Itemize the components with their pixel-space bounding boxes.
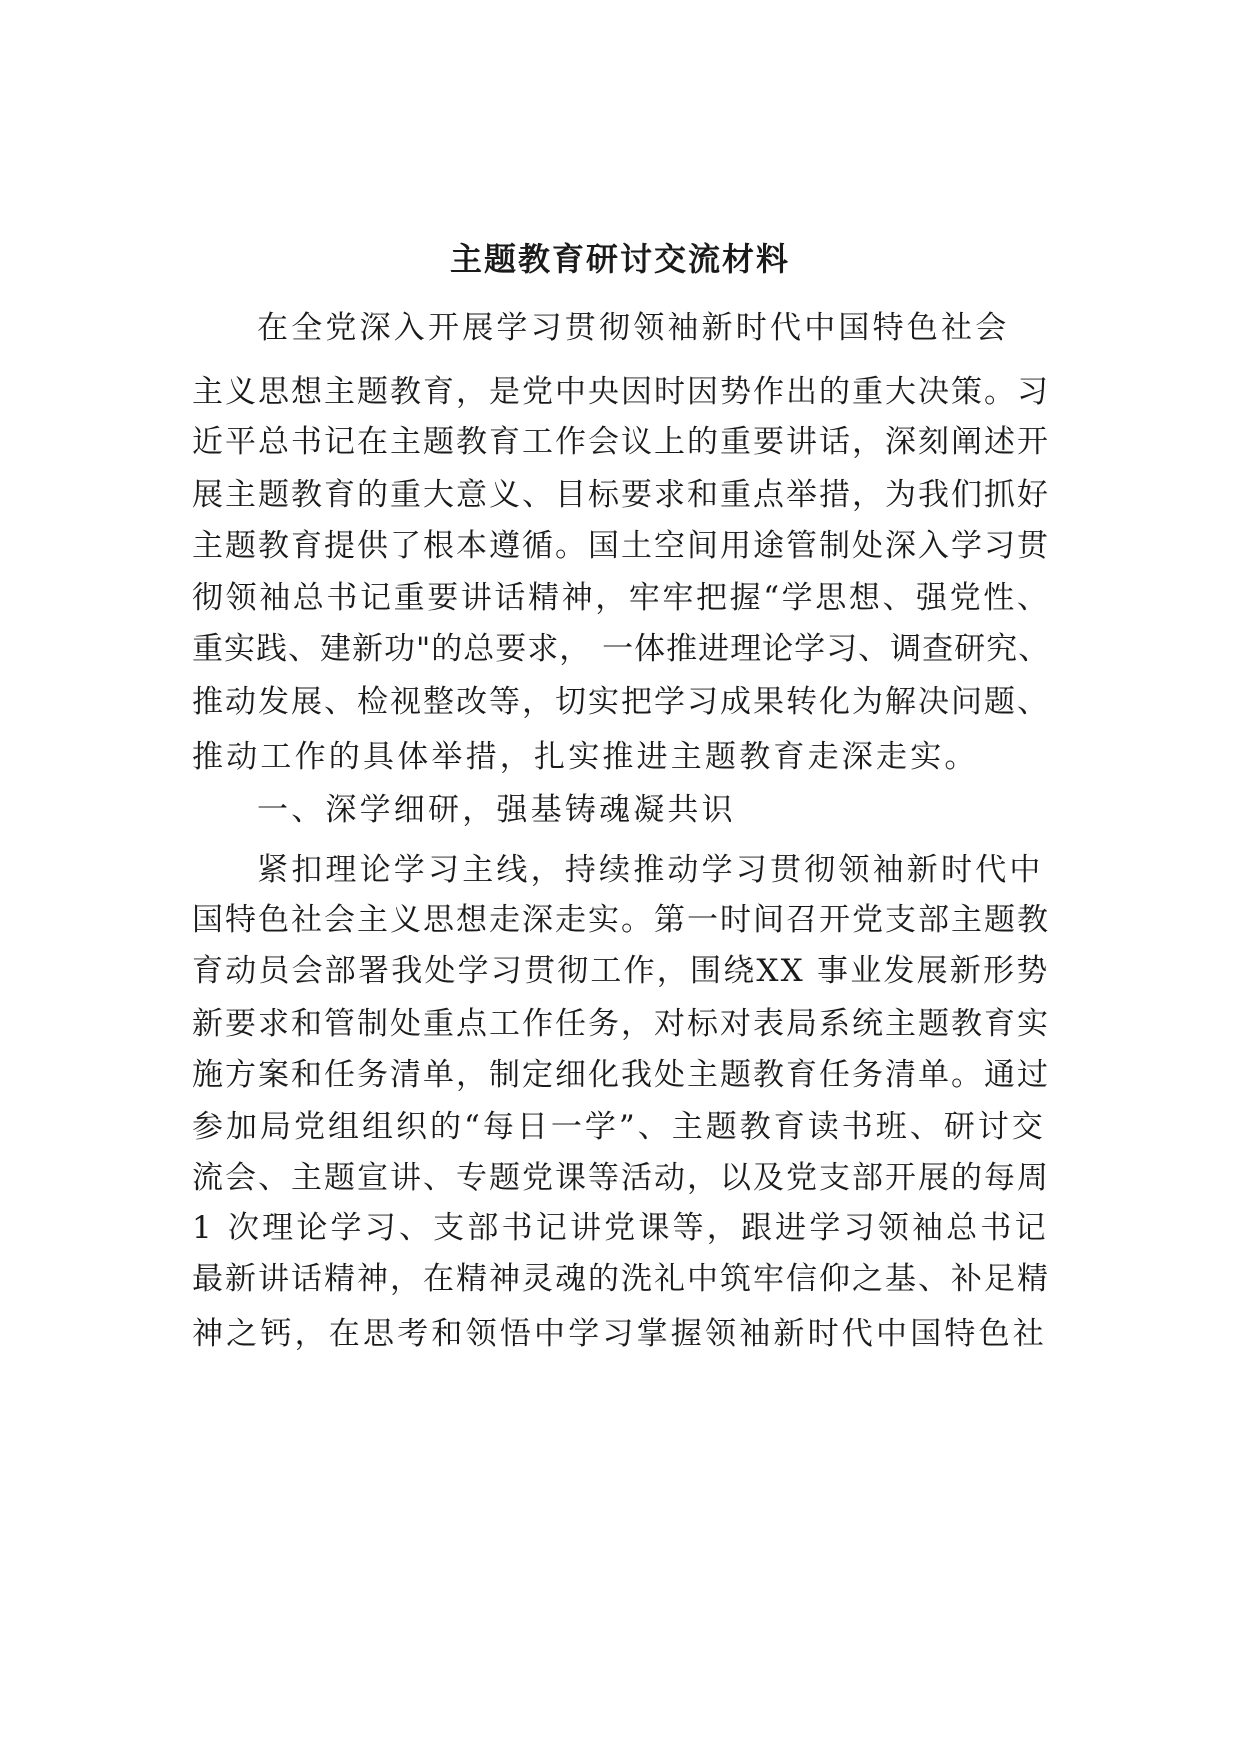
paragraph-line: 紧扣理论学习主线，持续推动学习贯彻领袖新时代中 (257, 852, 1044, 888)
paragraph-line: 推动发展、检视整改等，切实把学习成果转化为解决问题、 (192, 684, 1050, 720)
paragraph-line: 近平总书记在主题教育工作会议上的重要讲话，深刻阐述开 (192, 424, 1050, 460)
section-heading: 一、深学细研，强基铸魂凝共识 (257, 792, 736, 828)
paragraph-line: 育动员会部署我处学习贯彻工作，围绕XX 事业发展新形势 (192, 953, 1050, 989)
paragraph-line: 流会、主题宣讲、专题党课等活动，以及党支部开展的每周 (192, 1160, 1050, 1196)
paragraph-line: 推动工作的具体举措，扎实推进主题教育走深走实。 (192, 739, 979, 775)
paragraph-line: 施方案和任务清单，制定细化我处主题教育任务清单。通过 (192, 1057, 1050, 1093)
paragraph-line: 1 次理论学习、支部书记讲党课等，跟进学习领袖总书记 (192, 1210, 1049, 1246)
document-title: 主题教育研讨交流材料 (449, 240, 790, 278)
paragraph-line: 主题教育提供了根本遵循。国土空间用途管制处深入学习贯 (192, 528, 1050, 564)
paragraph-line: 彻领袖总书记重要讲话精神，牢牢把握“学思想、强党性、 (192, 580, 1051, 616)
paragraph-line: 展主题教育的重大意义、目标要求和重点举措，为我们抓好 (192, 477, 1050, 513)
paragraph-line: 参加局党组组织的“每日一学”、主题教育读书班、研讨交 (192, 1109, 1046, 1145)
paragraph-line: 主义思想主题教育，是党中央因时因势作出的重大决策。习 (192, 374, 1050, 410)
paragraph-line: 最新讲话精神，在精神灵魂的洗礼中筑牢信仰之基、补足精 (192, 1261, 1050, 1297)
paragraph-line: 新要求和管制处重点工作任务，对标对表局系统主题教育实 (192, 1006, 1050, 1042)
paragraph-line: 在全党深入开展学习贯彻领袖新时代中国特色社会 (257, 310, 1010, 346)
paragraph-line: 国特色社会主义思想走深走实。第一时间召开党支部主题教 (192, 902, 1050, 938)
paragraph-line: 重实践、建新功"的总要求， 一体推进理论学习、调查研究、 (192, 631, 1051, 667)
paragraph-line: 神之钙，在思考和领悟中学习掌握领袖新时代中国特色社 (192, 1316, 1047, 1352)
